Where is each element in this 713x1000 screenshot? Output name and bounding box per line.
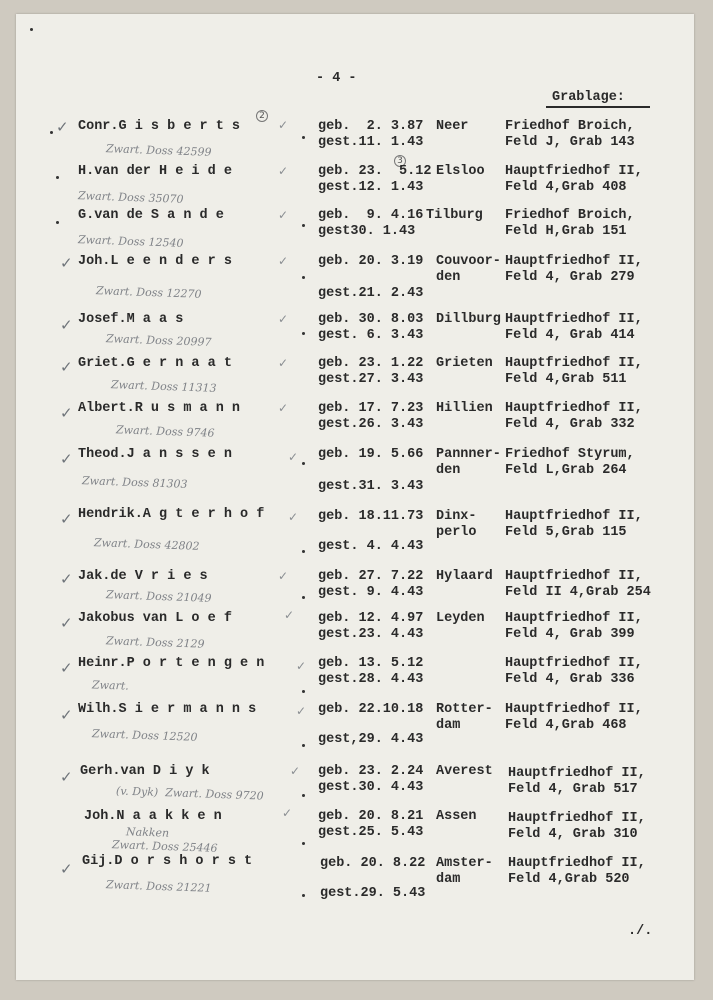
death-date: gest,29. 4.43 (318, 732, 424, 747)
death-date: gest.28. 4.43 (318, 672, 424, 687)
place: Tilburg (426, 208, 483, 223)
place-cont: dam (436, 718, 461, 733)
grave-line-1: Hauptfriedhof II, (505, 356, 643, 371)
person-name: Josef.M a a s (78, 312, 184, 327)
grave-line-1: Hauptfriedhof II, (505, 656, 643, 671)
born-date: geb. 18.11.73 (318, 509, 424, 524)
born-date: geb. 9. 4.16 (318, 208, 424, 223)
check-mark-icon: ✓ (278, 569, 289, 583)
death-date: gest.12. 1.43 (318, 180, 424, 195)
place: Assen (436, 809, 477, 824)
check-mark-icon: ✓ (278, 164, 289, 178)
grave-column-header: Grablage: (552, 90, 625, 105)
place-cont: den (436, 463, 461, 478)
handwritten-note: Zwart. Doss 12270 (95, 284, 202, 301)
check-mark-icon: ✓ (288, 510, 299, 524)
death-date: gest. 9. 4.43 (318, 585, 424, 600)
grave-line-2: Feld 4, Grab 517 (508, 782, 638, 797)
person-name: Theod.J a n s s e n (78, 447, 232, 462)
grave-line-1: Hauptfriedhof II, (505, 164, 643, 179)
circled-note: 3 (394, 155, 406, 167)
place: Dillburg (436, 312, 501, 327)
grave-line-1: Hauptfriedhof II, (505, 401, 643, 416)
handwritten-note: Zwart. Doss 12540 (77, 233, 184, 250)
grave-line-2: Feld 4,Grab 511 (505, 372, 627, 387)
check-mark-icon: ✓ (60, 768, 73, 786)
born-date: geb. 13. 5.12 (318, 656, 424, 671)
circled-note: 2 (256, 110, 268, 122)
person-name: G.van de S a n d e (78, 208, 224, 223)
person-name: Gerh.van D i y k (80, 764, 210, 779)
margin-dot (30, 28, 33, 31)
place: Amster- (436, 856, 493, 871)
person-name: Jak.de V r i e s (78, 569, 208, 584)
check-mark-icon: ✓ (60, 706, 73, 724)
death-date: gest. 6. 3.43 (318, 328, 424, 343)
check-mark-icon: ✓ (60, 860, 73, 878)
place: Hillien (436, 401, 493, 416)
continuation-mark: ./. (628, 924, 653, 939)
check-mark-icon: ✓ (278, 356, 289, 370)
check-mark-icon: ✓ (278, 401, 289, 415)
page-number: - 4 - (316, 71, 357, 86)
born-date: geb. 20. 8.22 (320, 856, 426, 871)
death-date: gest.21. 2.43 (318, 286, 424, 301)
grave-line-2: Feld 4,Grab 468 (505, 718, 627, 733)
handwritten-note: Zwart. Doss 11313 (110, 378, 217, 395)
place: Grieten (436, 356, 493, 371)
death-date: gest.26. 3.43 (318, 417, 424, 432)
person-name: Joh.L e e n d e r s (78, 254, 232, 269)
person-name: Gij.D o r s h o r s t (82, 854, 253, 869)
check-mark-icon: ✓ (278, 208, 289, 222)
handwritten-note: Zwart. Doss 12520 (91, 727, 198, 744)
place: Leyden (436, 611, 485, 626)
place-cont: perlo (436, 525, 477, 540)
grave-line-2: Feld 4, Grab 414 (505, 328, 635, 343)
death-date: gest30. 1.43 (318, 224, 416, 239)
check-mark-icon: ✓ (60, 570, 73, 588)
handwritten-note: Zwart. Doss 2129 (105, 634, 205, 651)
handwritten-note: Zwart. Doss 21049 (105, 588, 212, 605)
grave-line-2: Feld 4,Grab 408 (505, 180, 627, 195)
check-mark-icon: ✓ (60, 659, 73, 677)
grave-line-2: Feld H,Grab 151 (505, 224, 627, 239)
place: Hylaard (436, 569, 493, 584)
check-mark-icon: ✓ (60, 254, 73, 272)
place: Elsloo (436, 164, 485, 179)
grave-line-2: Feld 5,Grab 115 (505, 525, 627, 540)
check-mark-icon: ✓ (60, 450, 73, 468)
death-date: gest.31. 3.43 (318, 479, 424, 494)
check-mark-icon: ✓ (56, 118, 69, 136)
grave-line-1: Hauptfriedhof II, (505, 312, 643, 327)
handwritten-note: Zwart. (91, 678, 130, 693)
check-mark-icon: ✓ (60, 316, 73, 334)
person-name: Joh.N a a k k e n (84, 809, 222, 824)
born-date: geb. 27. 7.22 (318, 569, 424, 584)
handwritten-note: Nakken (125, 825, 170, 840)
person-name: Hendrik.A g t e r h o f (78, 507, 265, 522)
born-date: geb. 23. 1.22 (318, 356, 424, 371)
born-date: geb. 23. 2.24 (318, 764, 424, 779)
grave-line-2: Feld 4, Grab 332 (505, 417, 635, 432)
born-date: geb. 22.10.18 (318, 702, 424, 717)
grave-line-1: Hauptfriedhof II, (505, 254, 643, 269)
place: Couvoor- (436, 254, 501, 269)
grave-line-2: Feld 4, Grab 336 (505, 672, 635, 687)
header-underline (546, 106, 650, 108)
grave-line-2: Feld II 4,Grab 254 (505, 585, 651, 600)
check-mark-icon: ✓ (60, 614, 73, 632)
death-date: gest.11. 1.43 (318, 135, 424, 150)
handwritten-note: Zwart. Doss 21221 (105, 878, 212, 895)
check-mark-icon: ✓ (288, 450, 299, 464)
check-mark-icon: ✓ (278, 312, 289, 326)
check-mark-icon: ✓ (284, 608, 295, 622)
death-date: gest. 4. 4.43 (318, 539, 424, 554)
grave-line-2: Feld 4, Grab 399 (505, 627, 635, 642)
born-date: geb. 20. 8.21 (318, 809, 424, 824)
handwritten-note: Zwart. Doss 20997 (105, 332, 212, 349)
check-mark-icon: ✓ (60, 510, 73, 528)
handwritten-note: Zwart. Doss 42802 (93, 536, 200, 553)
person-name: Conr.G i s b e r t s (78, 119, 241, 134)
person-name: Griet.G e r n a a t (78, 356, 232, 371)
grave-line-1: Friedhof Styrum, (505, 447, 635, 462)
check-mark-icon: ✓ (296, 659, 307, 673)
handwritten-note: Zwart. Doss 9746 (115, 423, 215, 440)
check-mark-icon: ✓ (290, 764, 301, 778)
grave-line-1: Friedhof Broich, (505, 208, 635, 223)
place-cont: den (436, 270, 461, 285)
grave-line-1: Hauptfriedhof II, (508, 811, 646, 826)
check-mark-icon: ✓ (296, 704, 307, 718)
handwritten-note: Zwart. Doss 35070 (77, 189, 184, 206)
check-mark-icon: ✓ (278, 254, 289, 268)
born-date: geb. 20. 3.19 (318, 254, 424, 269)
grave-line-2: Feld 4, Grab 310 (508, 827, 638, 842)
death-date: gest.27. 3.43 (318, 372, 424, 387)
check-mark-icon: ✓ (60, 404, 73, 422)
grave-line-2: Feld J, Grab 143 (505, 135, 635, 150)
person-name: Heinr.P o r t e n g e n (78, 656, 265, 671)
death-date: gest.23. 4.43 (318, 627, 424, 642)
death-date: gest.30. 4.43 (318, 780, 424, 795)
place-cont: dam (436, 872, 461, 887)
grave-line-1: Friedhof Broich, (505, 119, 635, 134)
death-date: gest.29. 5.43 (320, 886, 426, 901)
grave-line-1: Hauptfriedhof II, (505, 702, 643, 717)
grave-line-2: Feld 4, Grab 279 (505, 270, 635, 285)
place: Rotter- (436, 702, 493, 717)
born-date: geb. 19. 5.66 (318, 447, 424, 462)
grave-line-1: Hauptfriedhof II, (505, 569, 643, 584)
person-name: Albert.R u s m a n n (78, 401, 241, 416)
born-date: geb. 2. 3.87 (318, 119, 424, 134)
born-date: geb. 17. 7.23 (318, 401, 424, 416)
person-name: Jakobus van L o e f (78, 611, 232, 626)
grave-line-1: Hauptfriedhof II, (508, 766, 646, 781)
grave-line-2: Feld L,Grab 264 (505, 463, 627, 478)
grave-line-1: Hauptfriedhof II, (505, 509, 643, 524)
handwritten-note: Zwart. Doss 42599 (105, 142, 212, 159)
check-mark-icon: ✓ (60, 358, 73, 376)
born-date: geb. 30. 8.03 (318, 312, 424, 327)
check-mark-icon: ✓ (278, 118, 289, 132)
handwritten-note: Zwart. Doss 81303 (81, 474, 188, 491)
death-date: gest.25. 5.43 (318, 825, 424, 840)
grave-line-2: Feld 4,Grab 520 (508, 872, 630, 887)
handwritten-note: Zwart. Doss 25446 (111, 838, 218, 855)
grave-line-1: Hauptfriedhof II, (505, 611, 643, 626)
born-date: geb. 23. 5.12 (318, 164, 432, 179)
handwritten-note: (v. Dyk) Zwart. Doss 9720 (115, 784, 264, 803)
person-name: H.van der H e i d e (78, 164, 232, 179)
place: Dinx- (436, 509, 477, 524)
born-date: geb. 12. 4.97 (318, 611, 424, 626)
place: Neer (436, 119, 469, 134)
document-page (16, 14, 694, 980)
person-name: Wilh.S i e r m a n n s (78, 702, 257, 717)
grave-line-1: Hauptfriedhof II, (508, 856, 646, 871)
place: Averest (436, 764, 493, 779)
check-mark-icon: ✓ (282, 806, 293, 820)
place: Pannner- (436, 447, 501, 462)
